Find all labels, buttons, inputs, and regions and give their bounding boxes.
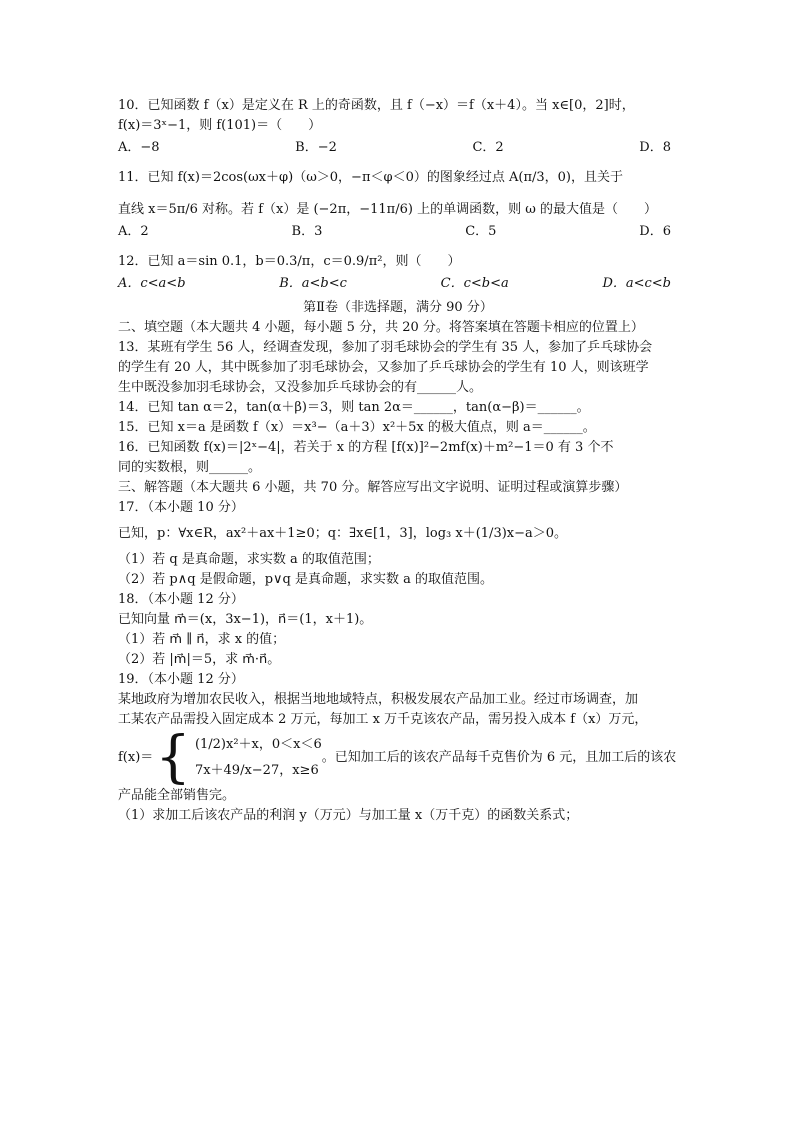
section-2-title: 第Ⅱ卷（非选择题，满分 90 分）	[303, 300, 493, 315]
question-10	[118, 96, 678, 158]
q17-line1: 已知，p：∀x∈R，ax²＋ax＋1≥0；q：∃x∈[1，3]，log₃ x＋(1/3)x−a＞0。	[118, 526, 568, 541]
question-17	[118, 498, 678, 590]
q10-line2: f(x)＝3ˣ−1，则 f(101)＝（ ）	[118, 118, 322, 133]
q19-title: 19．（本小题 12 分）	[118, 672, 244, 687]
question-13	[118, 338, 678, 398]
q18-line1: 已知向量 m⃗＝(x，3x−1)，n⃗＝(1，x＋1)。	[118, 612, 373, 627]
solution-header: 三、解答题（本大题共 6 小题，共 70 分。解答应写出文字说明、证明过程或演算步骤）	[118, 480, 628, 495]
q19-case1: (1/2)x²＋x，0＜x＜6	[194, 737, 322, 752]
q19-line1: 某地政府为增加农民收入，根据当地地域特点，积极发展农产品加工业。经过市场调查，加	[118, 692, 639, 707]
q17-sub1: （1）若 q 是真命题，求实数 a 的取值范围；	[118, 552, 380, 567]
q10-choices	[118, 138, 671, 158]
q11-line1: 11．已知 f(x)＝2cos(ωx＋φ)（ω＞0，−π＜φ＜0）的图象经过点 A(π/3，0)，且关于	[118, 170, 624, 185]
fill-in-header: 二、填空题（本大题共 4 小题，每小题 5 分，共 20 分。将答案填在答题卡相应的位置上）	[118, 320, 644, 335]
question-15: 15．已知 x＝a 是函数 f（x）＝x³−（a＋3）x²＋5x 的极大值点，则 a＝______。	[118, 420, 596, 435]
q19-case2: 7x＋49/x−27，x≥6	[194, 763, 319, 778]
q10-choice-a: A．−8	[118, 140, 160, 155]
question-16	[118, 438, 678, 478]
q11-choices	[118, 222, 671, 242]
q19-line3: 产品能全部销售完。	[118, 788, 236, 803]
q11-choice-c: C．5	[465, 224, 497, 239]
question-14: 14．已知 tan α＝2，tan(α＋β)＝3，则 tan 2α＝______，tan(α−β)＝______。	[118, 400, 590, 415]
q10-choice-b: B．−2	[295, 140, 337, 155]
q10-choice-d: D．8	[639, 140, 671, 155]
q16-line2: 同的实数根，则______。	[118, 460, 262, 475]
q12-choice-c: C．c<b<a	[440, 276, 509, 291]
q19-after-cases: 。已知加工后的该农产品每千克售价为 6 元，且加工后的该农	[321, 750, 677, 765]
q13-line2: 的学生有 20 人，其中既参加了羽毛球协会，又参加了乒乓球协会的学生有 10 人，则该班学	[118, 360, 649, 375]
q19-fx-label: f(x)＝	[118, 750, 154, 765]
q19-cases	[195, 732, 322, 784]
q11-choice-a: A．2	[118, 224, 149, 239]
q10-line1: 10．已知函数 f（x）是定义在 R 上的奇函数，且 f（−x）＝f（x＋4）。当 x∈[0，2]时，	[118, 98, 635, 113]
question-11	[118, 168, 678, 242]
q19-sub1: （1）求加工后该农产品的利润 y（万元）与加工量 x（万千克）的函数关系式；	[118, 808, 579, 823]
q17-sub2: （2）若 p∧q 是假命题，p∨q 是真命题，求实数 a 的取值范围。	[118, 572, 494, 587]
q11-choice-d: D．6	[639, 224, 671, 239]
q12-choice-b: B．a<b<c	[279, 276, 347, 291]
question-19	[118, 670, 678, 826]
question-12	[118, 252, 678, 294]
question-18	[118, 590, 678, 670]
exam-page	[118, 96, 678, 826]
q19-piecewise	[118, 725, 678, 790]
q10-choice-c: C．2	[472, 140, 504, 155]
q12-choices	[118, 274, 671, 294]
q17-title: 17．（本小题 10 分）	[118, 500, 244, 515]
q19-line2: 工某农产品需投入固定成本 2 万元，每加工 x 万千克该农产品，需另投入成本 f（x）万元，	[118, 712, 648, 727]
q18-sub2: （2）若 |m⃗|＝5，求 m⃗·n⃗。	[118, 652, 281, 667]
q12-choice-d: D．a<c<b	[602, 276, 671, 291]
q13-line1: 13．某班有学生 56 人，经调查发现，参加了羽毛球协会的学生有 35 人，参加了乒乓球协会	[118, 340, 653, 355]
q12-line1: 12．已知 a＝sin 0.1，b＝0.3/π，c＝0.9/π²，则（ ）	[118, 254, 461, 269]
q18-title: 18．（本小题 12 分）	[118, 592, 244, 607]
q12-choice-a: A．c<a<b	[118, 276, 186, 291]
left-brace-icon: {	[155, 725, 191, 790]
q11-line2: 直线 x＝5π/6 对称。若 f（x）是 (−2π，−11π/6) 上的单调函数，则 ω 的最大值是（ ）	[118, 202, 657, 217]
q16-line1: 16．已知函数 f(x)＝|2ˣ−4|，若关于 x 的方程 [f(x)]²−2mf(x)＋m²−1＝0 有 3 个不	[118, 440, 614, 455]
q13-line3: 生中既没参加羽毛球协会，又没参加乒乓球协会的有______人。	[118, 380, 483, 395]
q18-sub1: （1）若 m⃗ ∥ n⃗，求 x 的值；	[118, 632, 286, 647]
q11-choice-b: B．3	[291, 224, 323, 239]
